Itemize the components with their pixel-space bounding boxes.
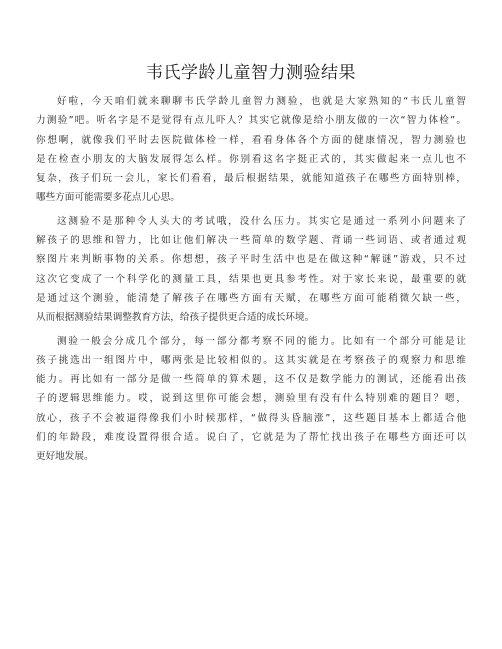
document-body [36,92,466,471]
text-line: 哪些方面可能需要多花点儿心思。 [36,192,180,204]
text-line: 你想啊，就像我们平时去医院做体检一样，看看身体各个方面的健康情况，智力测验也 [36,134,466,146]
paragraph-3 [36,332,466,467]
text-line: 子的逻辑思维能力。哎，说到这里你可能会想，测验里有没有什么特别难的题目？嗯， [36,393,466,405]
text-line: 这测验不是那种令人头大的考试哦，没什么压力。其实它是通过一系列小问题来了 [57,215,466,227]
text-line: 解孩子的思维和智力，比如让他们解决一些简单的数学题、背诵一些词语、或者通过观 [36,235,466,247]
text-line: 孩子挑选出一组图片中，哪两张是比较相似的。这其实就是在考察孩子的观察力和思维 [36,354,466,366]
paragraph-1 [36,92,466,208]
text-line: 放心，孩子不会被逼得像我们小时候那样，“做得头昏脑涨”，这些题目基本上都适合他 [36,412,466,424]
text-line: 测验一般会分成几个部分，每一部分都考察不同的能力。比如有一个部分可能是让 [57,335,466,347]
text-line: 从而根据测验结果调整教育方法，给孩子提供更合适的成长环境。 [36,312,315,324]
text-line: 复杂，孩子们玩一会儿，家长们看看，最后根据结果，就能知道孩子在哪些方面特别棒， [36,173,466,185]
paragraph-2 [36,212,466,328]
text-line: 察图片来判断事物的关系。你想想，孩子平时生活中也是在做这种“解谜”游戏，只不过 [36,254,466,266]
document-title: 韦氏学龄儿童智力测验结果 [146,63,356,83]
text-line: 更好地发展。 [36,451,94,463]
text-line: 是通过这个测验，能清楚了解孩子在哪些方面有天赋，在哪些方面可能稍微欠缺一些， [36,292,466,304]
text-line: 是在检查小朋友的大脑发展得怎么样。你别看这名字挺正式的，其实做起来一点儿也不 [36,153,466,165]
text-line: 这次它变成了一个科学化的测量工具，结果也更具参考性。对于家长来说，最重要的就 [36,273,466,285]
text-line: 好啦，今天咱们就来聊聊韦氏学龄儿童智力测验，也就是大家熟知的“韦氏儿童智 [57,96,466,107]
text-line: 们的年龄段，难度设置得很合适。说白了，它就是为了帮忙找出孩子在哪些方面还可以 [36,432,466,444]
text-line: 力测验”吧。听名字是不是觉得有点儿吓人？其实它就像是给小朋友做的一次“智力体检”。 [36,115,466,127]
text-line: 能力。再比如有一部分是做一些简单的算术题，这不仅是数学能力的测试，还能看出孩 [36,374,466,386]
